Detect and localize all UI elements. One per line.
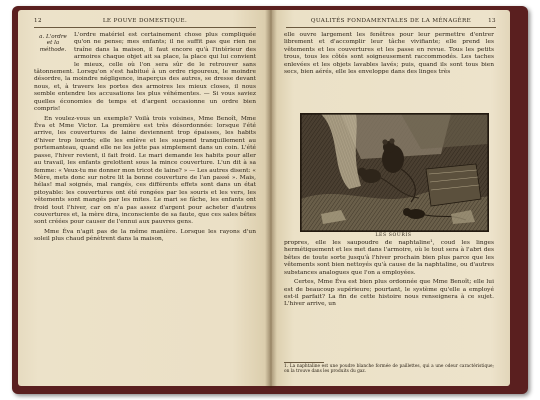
paragraph: propres, elle les saupoudre de naphtaline¹, coud les linges hermétiquement et les met dans l'armoire, où le tout sera à l'abri des bêtes de toute sorte jusqu'à l'hiver prochain bien plus parce que les vêtements sont bien nettoyés qu'à cause de la naphtaline, ou d'autres substances analogues que l'on a employées. [284,240,494,276]
left-running-head [34,18,256,28]
footnote-divider [284,362,324,363]
margin-note-line: a. L'ordre [39,34,67,40]
right-page-number: 13 [488,18,496,24]
left-body-text [34,32,256,246]
engraving-drawing [301,114,488,231]
left-running-title: LE POUVE DOMESTIQUE. [102,18,188,24]
figure-caption: LES SOURIS [375,233,412,238]
footnote: 1. La naphtaline est une poudre blanche formée de paillettes, qui a une odeur caractéristique; on la trouve dans les produits du gaz. [284,364,494,374]
paragraph: Certes, Mme Éva est bien plus ordonnée que Mme Benoît; elle lui est de beaucoup supérieure; pourtant, le système qu'elle a employé est-il parfait? La fin de cette histoire nous renseignera à ce sujet. L'hiver arrive, un [284,279,494,308]
paragraph: En voulez-vous un exemple? Voilà trois voisines, Mme Benoît, Mme Éva et Mme Victor. La première est très désordonnée: lorsque l'été arrive, les couvertures de laine deviennent trop épaisses, les habits d'hiver trop lourds; elle les enlève et les suspend tranquillement au portemanteau, quand elle ne les jette pas simplement dans un coin. L'été passe, l'hiver revient, il fait froid. Le mari demande les habits pour aller au travail, les enfants grelottent sous la mince couverture. L'un dit à sa femme: « Veux-tu me donner mon tricot de laine? » — Les autres disent: « Mère, mets donc sur notre lit la bonne couverture de l'an passé ». Mais, hélas! mal soignés, mal rangés, ces différents effets sont dans un état pitoyable: les couvertures ont été rongées par les souris et les vers, les vêtements sont mangés par les mites. Le mari se fâche, les enfants ont froid tout l'hiver, car on n'a pas assez d'argent pour acheter d'autres couvertures et, la mère dira, inconsciente de sa faute, que ces sales bêtes sont créées pour causer de l'ennui aux pauvres gens. [34,115,256,226]
right-running-head [286,18,496,28]
margin-note-line: et la [46,40,60,47]
paragraph: Mme Éva n'agit pas de la même manière. Lorsque les rayons d'un soleil plus chaud pénètrent dans la maison, [34,228,256,243]
mice-engraving-illustration [300,113,489,232]
paragraph: elle ouvre largement les fenêtres pour leur permettre d'entrer librement et d'accomplir leur tâche vivifiante; elle prend les vêtements et les couvertures et les passe en revue. Tous les petits trous, tous les côtés sont soigneusement raccommodés. Les taches enlevées et les objets lavables lavés; puis, quand ils sont tous bien secs, bien aérés, elle les enveloppe dans des linges très [284,32,494,76]
paragraph: L'ordre matériel est certainement chose plus compliquée qu'on ne pense; mes enfants; il ne suffit pas que rien ne traîne dans la maison, il faut encore qu'à l'intérieur des armoires chaque objet ait sa place, la place qui lui convient le mieux, celle où l'on sera sûr de le retrouver sans tâtonnement. Lorsqu'on s'est habitué à un ordre rigoureux, le moindre désordre, la moindre négligence, inaperçus des autres, se dresse devant nous, et, à travers les portes des armoires les mieux closes, il nous semble entendre les accusations les plus véhémentes. — Si vous saviez quelles économies de temps et d'argent occasionne un ordre bien compris! [34,32,256,113]
left-page [18,10,270,386]
margin-note-line: méthode. [39,46,67,53]
left-page-number: 12 [34,18,42,24]
right-page [270,10,510,386]
right-running-title: QUALITÉS FONDAMENTALES DE LA MÉNAGÈRE [310,18,472,24]
right-bottom-text [284,240,494,311]
book-gutter [265,10,277,388]
right-top-text [284,32,494,79]
